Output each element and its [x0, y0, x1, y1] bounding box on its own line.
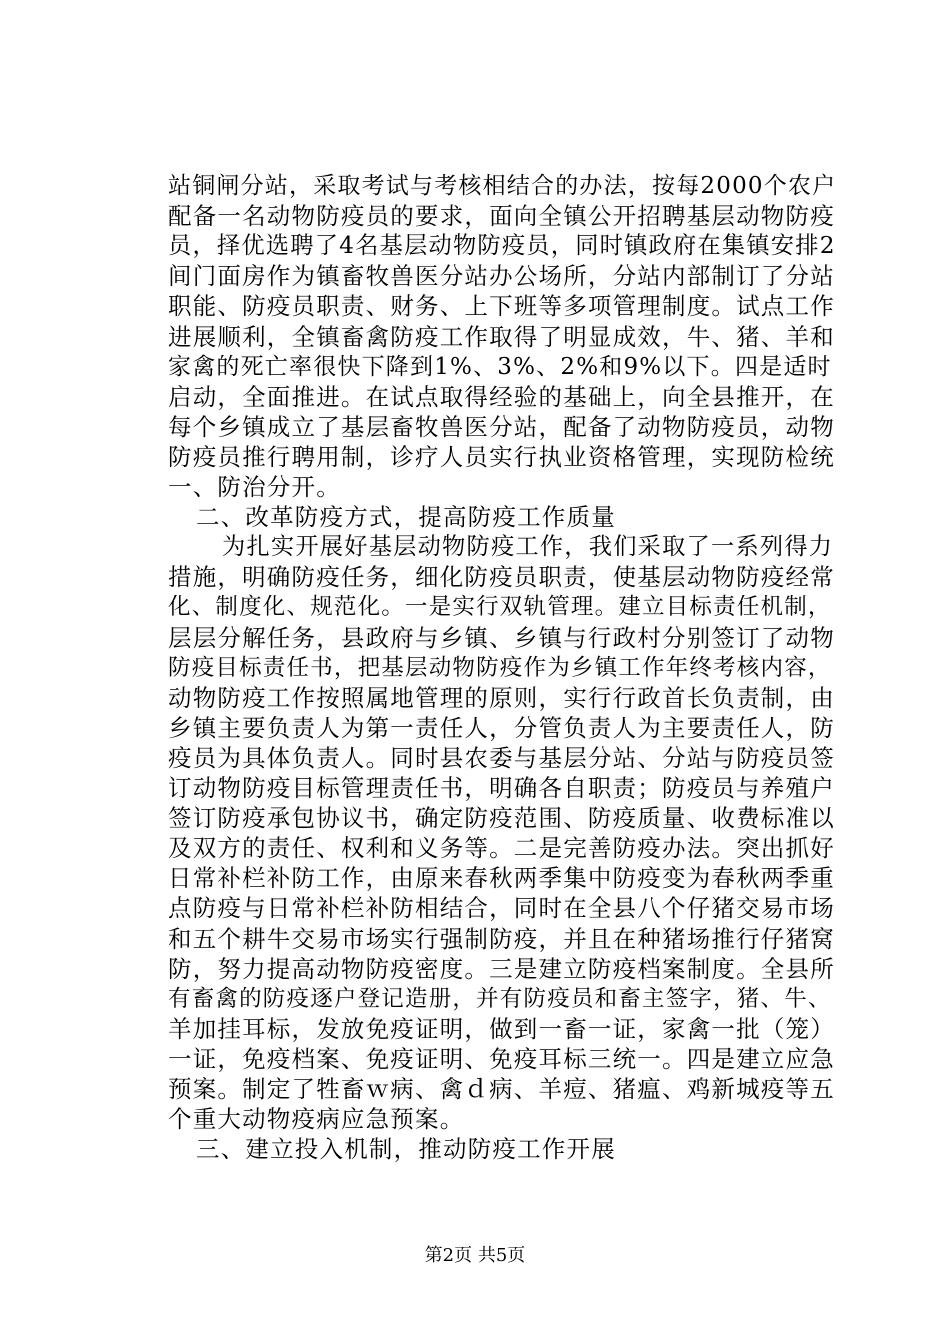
- body-text-line: 配备一名动物防疫员的要求，面向全镇公开招聘基层动物防疫: [168, 202, 835, 230]
- body-text-line: 员，择优选聘了4名基层动物防疫员，同时镇政府在集镇安排2: [168, 232, 836, 259]
- body-text-line: 订动物防疫目标管理责任书，明确各自职责；防疫员与养殖户: [168, 774, 835, 802]
- body-text-line: 进展顺利，全镇畜禽防疫工作取得了明显成效，牛、猪、羊和: [168, 323, 835, 351]
- body-text-line: 间门面房作为镇畜牧兽医分站办公场所，分站内部制订了分站: [168, 262, 835, 290]
- body-text-line: 有畜禽的防疫逐户登记造册，并有防疫员和畜主签字，猪、牛、: [168, 986, 832, 1012]
- body-text-line: 每个乡镇成立了基层畜牧兽医分站，配备了动物防疫员，动物: [168, 413, 835, 441]
- body-text-line: 个重大动物疫病应急预案。: [168, 1105, 465, 1133]
- body-text-line: 一、防治分开。: [168, 473, 341, 501]
- body-text-line: 预案。制定了牲畜ｗ病、禽ｄ病、羊痘、猪瘟、鸡新城疫等五: [168, 1075, 835, 1103]
- body-text-line: 动物防疫工作按照属地管理的原则，实行行政首长负责制，由: [168, 684, 835, 712]
- body-text-line: 羊加挂耳标，发放免疫证明，做到一畜一证，家禽一批（笼）: [168, 1015, 835, 1043]
- section-heading: 二、改革防疫方式，提高防疫工作质量: [196, 503, 616, 531]
- body-text-line: 层层分解任务，县政府与乡镇、乡镇与行政村分别签订了动物: [168, 624, 835, 652]
- body-text-line: 和五个耕牛交易市场实行强制防疫，并且在种猪场推行仔猪窝: [168, 925, 835, 953]
- body-text-line: 签订防疫承包协议书，确定防疫范围、防疫质量、收费标准以: [168, 804, 835, 832]
- body-text-line: 日常补栏补防工作，由原来春秋两季集中防疫变为春秋两季重: [168, 864, 835, 892]
- body-text-line: 家禽的死亡率很快下降到1%、3%、2%和9%以下。四是适时: [168, 354, 832, 380]
- body-text-line: 乡镇主要负责人为第一责任人，分管负责人为主要责任人，防: [168, 714, 835, 742]
- body-text-line: 点防疫与日常补栏补防相结合，同时在全县八个仔猪交易市场: [168, 894, 835, 922]
- page-number-footer: 第2页 共5页: [424, 1245, 526, 1266]
- body-text-line: 站铜闸分站，采取考试与考核相结合的办法，按每2000个农户: [168, 173, 837, 199]
- body-text-line: 疫员为具体负责人。同时县农委与基层分站、分站与防疫员签: [168, 744, 835, 772]
- section-heading: 三、建立投入机制，推动防疫工作开展: [196, 1135, 616, 1163]
- body-text-line: 措施，明确防疫任务，细化防疫员职责，使基层动物防疫经常: [168, 563, 835, 591]
- body-text-line: 防疫员推行聘用制，诊疗人员实行执业资格管理，实现防检统: [168, 443, 835, 471]
- body-text-line: 及双方的责任、权利和义务等。二是完善防疫办法。突出抓好: [168, 834, 835, 862]
- body-text-line: 启动，全面推进。在试点取得经验的基础上，向全县推开，在: [168, 383, 835, 411]
- body-text-line: 职能、防疫员职责、财务、上下班等多项管理制度。试点工作: [168, 292, 835, 320]
- body-text-line: 防，努力提高动物防疫密度。三是建立防疫档案制度。全县所: [168, 955, 835, 983]
- body-text-line: 化、制度化、规范化。一是实行双轨管理。建立目标责任机制，: [168, 594, 832, 620]
- body-text-line: 为扎实开展好基层动物防疫工作，我们采取了一系列得力: [222, 533, 834, 560]
- body-text-line: 一证，免疫档案、免疫证明、免疫耳标三统一。四是建立应急: [168, 1045, 835, 1073]
- body-text-line: 防疫目标责任书，把基层动物防疫作为乡镇工作年终考核内容，: [168, 655, 832, 681]
